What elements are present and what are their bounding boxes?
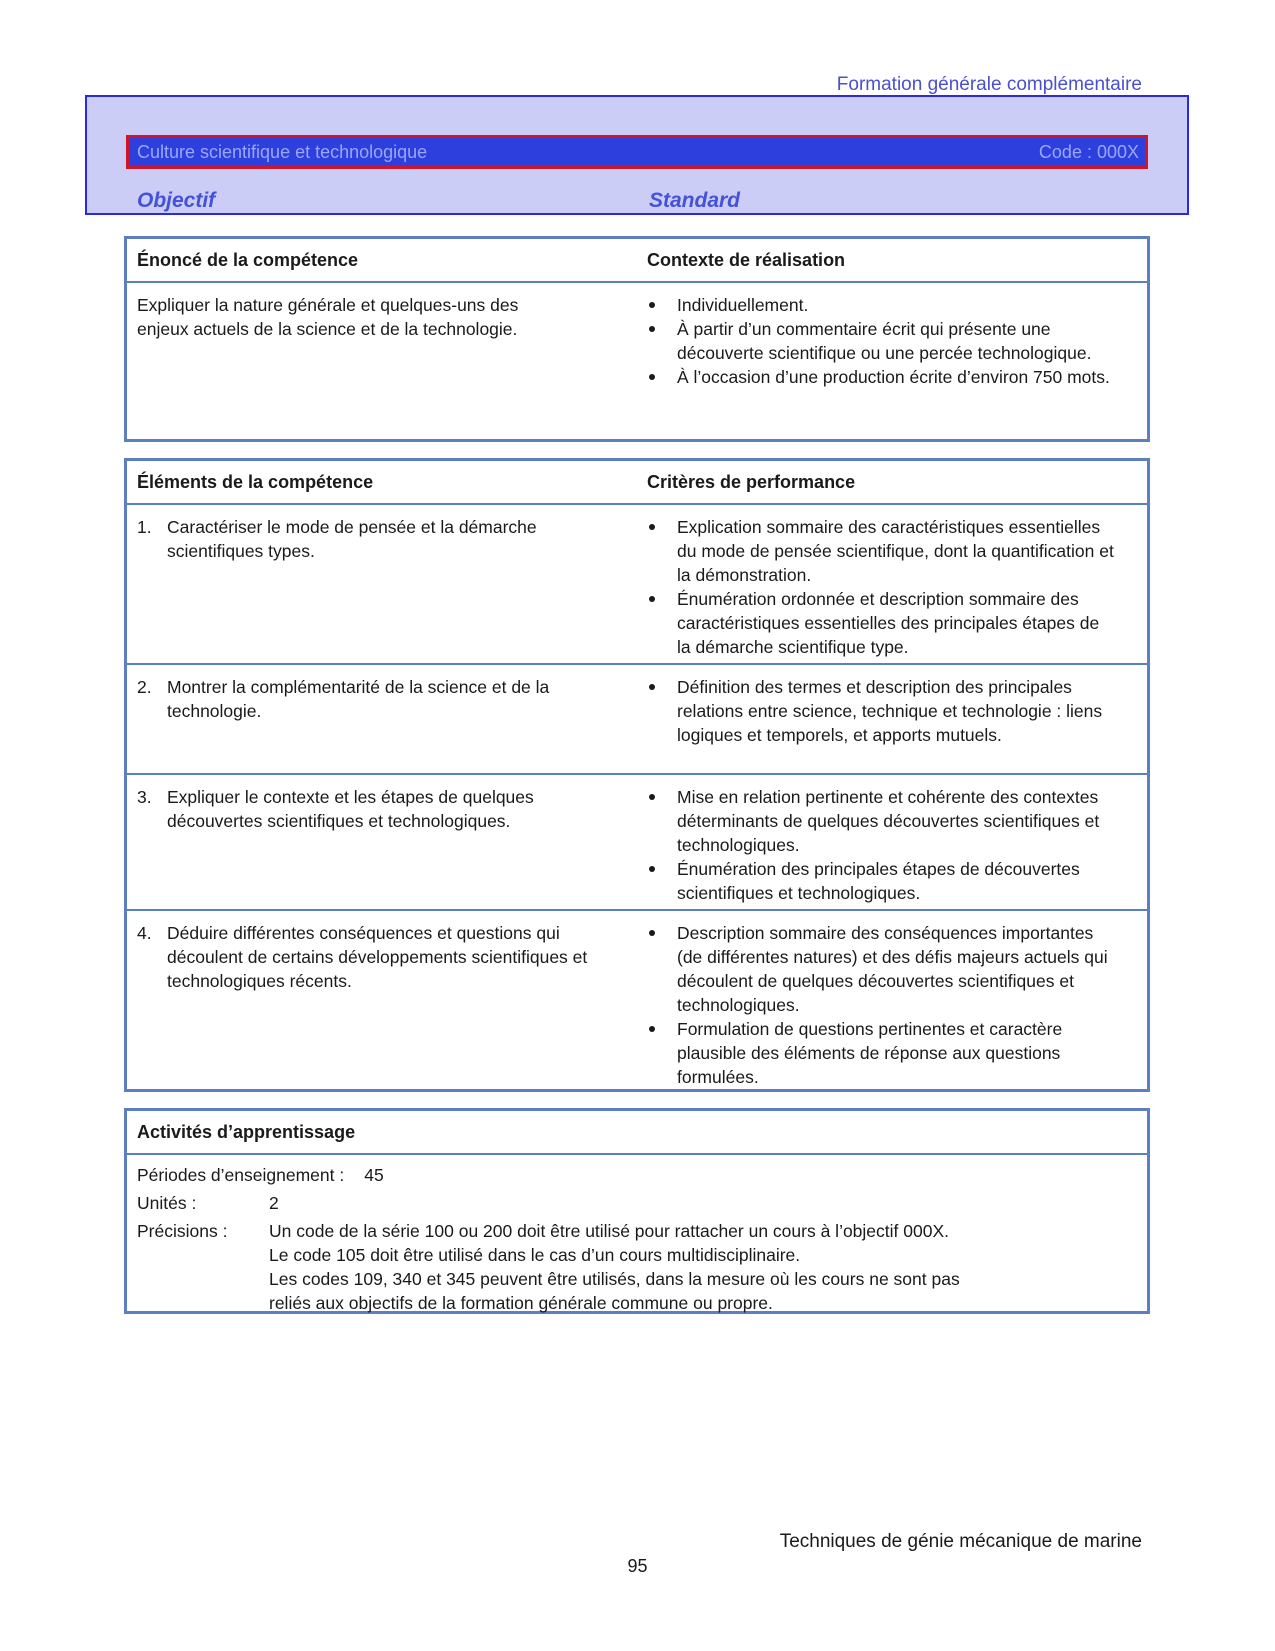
context-item: À partir d’un commentaire écrit qui présente une découverte scientifique ou une percée technologique.	[647, 317, 1117, 365]
criteria-heading: Critères de performance	[647, 472, 856, 492]
criterion-item: Description sommaire des conséquences importantes (de différentes natures) et des défis majeurs actuels qui découlent de quelques découvertes scientifiques et technologiques.	[647, 921, 1117, 1017]
element-number: 4.	[137, 923, 152, 943]
units-line	[137, 1191, 1137, 1215]
objective-standard-row	[137, 189, 1137, 213]
units-value: 2	[269, 1193, 279, 1213]
activities-table	[124, 1108, 1150, 1314]
criteria-list	[647, 785, 1117, 905]
criterion-item: Formulation de questions pertinentes et caractère plausible des éléments de réponse aux questions formulées.	[647, 1017, 1117, 1089]
criterion-item: Définition des termes et description des principales relations entre science, technique et technologie : liens logiques et temporels, et apports mutuels.	[647, 675, 1117, 747]
competence-statement	[137, 293, 627, 341]
criterion-item: Énumération ordonnée et description sommaire des caractéristiques essentielles des principales étapes de la démarche scientifique type.	[647, 587, 1117, 659]
context-list	[647, 293, 1117, 389]
table-row	[127, 505, 1147, 665]
element-number: 2.	[137, 677, 152, 697]
element-item	[137, 785, 627, 833]
objective-label: Objectif	[137, 189, 216, 212]
context-heading: Contexte de réalisation	[647, 250, 846, 270]
elements-table-header	[127, 461, 1147, 505]
statement-line: enjeux actuels de la science et de la technologie.	[137, 319, 518, 339]
element-text: Déduire différentes conséquences et questions qui découlent de certains développements scientifiques et technologiques récents.	[167, 923, 588, 991]
statement-line: Expliquer la nature générale et quelques-uns des	[137, 295, 519, 315]
criteria-list	[647, 921, 1117, 1089]
precision-line: Les codes 109, 340 et 345 peuvent être utilisés, dans la mesure où les cours ne sont pas	[269, 1269, 960, 1289]
element-number: 3.	[137, 787, 152, 807]
table-row	[127, 665, 1147, 775]
course-code: Code : 000X	[1038, 141, 1139, 162]
activities-table-header	[127, 1111, 1147, 1155]
criterion-item: Mise en relation pertinente et cohérente des contextes déterminants de quelques découvertes scientifiques et technologiques.	[647, 785, 1117, 857]
element-item	[137, 921, 627, 993]
context-item: Individuellement.	[647, 293, 1117, 317]
table-row	[127, 911, 1147, 1091]
course-title-bar	[126, 135, 1148, 169]
standard-label: Standard	[649, 189, 741, 212]
precisions-text	[269, 1219, 960, 1315]
competence-table	[124, 236, 1150, 442]
criterion-item: Explication sommaire des caractéristiques essentielles du mode de pensée scientifique, dont la quantification et la démonstration.	[647, 515, 1117, 587]
element-number: 1.	[137, 517, 152, 537]
statement-heading: Énoncé de la compétence	[137, 250, 359, 270]
units-label: Unités :	[137, 1193, 197, 1213]
element-item	[137, 515, 627, 563]
course-title: Culture scientifique et technologique	[137, 141, 428, 162]
page-number: 95	[627, 1556, 648, 1576]
precisions-line	[137, 1219, 1137, 1315]
criterion-item: Énumération des principales étapes de découvertes scientifiques et technologiques.	[647, 857, 1117, 905]
precision-line: reliés aux objectifs de la formation générale commune ou propre.	[269, 1293, 773, 1313]
element-text: Montrer la complémentarité de la science et de la technologie.	[167, 677, 550, 721]
precisions-label: Précisions :	[137, 1221, 228, 1241]
precision-line: Un code de la série 100 ou 200 doit être utilisé pour rattacher un cours à l’objectif 000X.	[269, 1221, 949, 1241]
competence-table-header	[127, 239, 1147, 283]
element-text: Expliquer le contexte et les étapes de quelques découvertes scientifiques et technologiques.	[167, 787, 534, 831]
table-row	[127, 775, 1147, 911]
context-item: À l’occasion d’une production écrite d’environ 750 mots.	[647, 365, 1117, 389]
periods-value: 45	[364, 1165, 384, 1185]
program-title: Formation générale complémentaire	[836, 74, 1142, 95]
activities-body	[127, 1155, 1147, 1323]
periods-label: Périodes d’enseignement :	[137, 1165, 345, 1185]
course-header-block	[85, 95, 1189, 215]
periods-line	[137, 1163, 1137, 1187]
competence-row	[127, 283, 1147, 441]
element-text: Caractériser le mode de pensée et la démarche scientifiques types.	[167, 517, 537, 561]
elements-table	[124, 458, 1150, 1092]
precision-line: Le code 105 doit être utilisé dans le cas d’un cours multidisciplinaire.	[269, 1245, 801, 1265]
elements-heading: Éléments de la compétence	[137, 472, 374, 492]
footer-program-name: Techniques de génie mécanique de marine	[779, 1531, 1142, 1552]
element-item	[137, 675, 627, 723]
criteria-list	[647, 515, 1117, 659]
criteria-list	[647, 675, 1117, 747]
activities-heading: Activités d’apprentissage	[137, 1122, 356, 1142]
